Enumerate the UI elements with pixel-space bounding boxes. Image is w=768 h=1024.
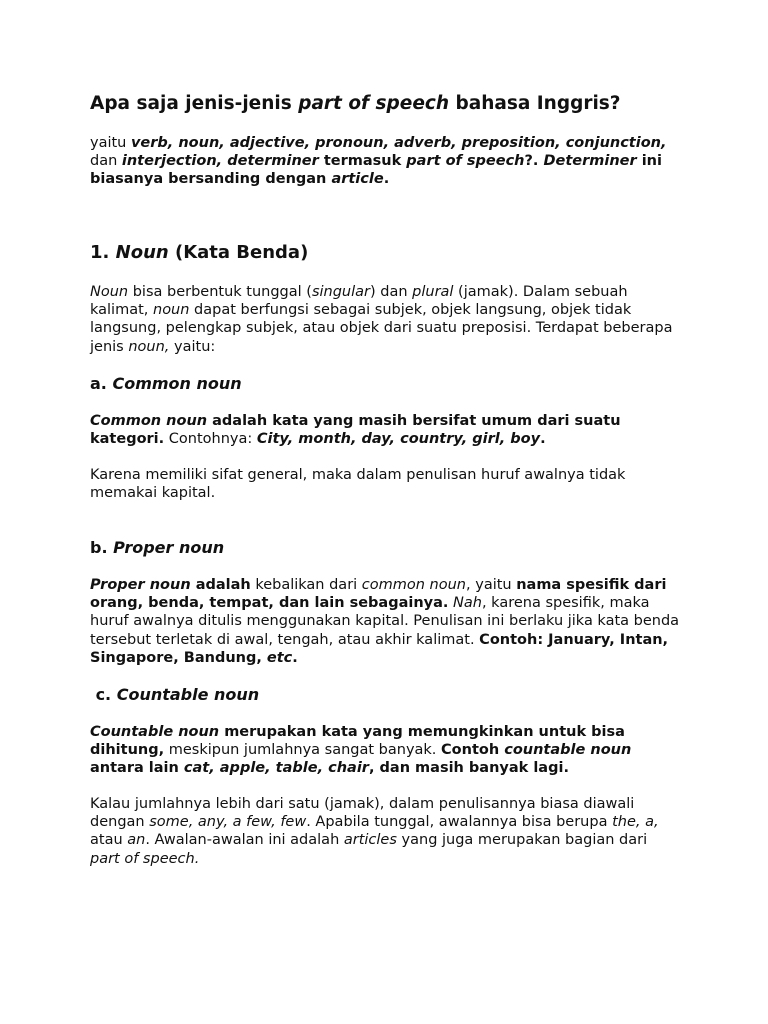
heading-number: 1. bbox=[90, 242, 116, 263]
noun-term: noun bbox=[153, 302, 190, 319]
intro-text: termasuk bbox=[318, 153, 407, 170]
definition-text: nama spesifik dari orang, benda, tempat, dan lain sebagainya. bbox=[90, 577, 667, 612]
noun-paragraph bbox=[90, 283, 680, 356]
noun-text: dapat berfungsi sebagai subjek, objek langsung, objek tidak langsung, pelengkap subjek, atau objek dari suatu preposisi. Terdapat beberapa jenis bbox=[90, 302, 673, 355]
note-text: atau bbox=[90, 832, 128, 849]
definition-term: countable noun bbox=[504, 742, 632, 759]
definition-text: . bbox=[292, 649, 298, 666]
subheading-proper-noun bbox=[90, 537, 680, 559]
note-text: . Apabila tunggal, awalannya bisa berupa bbox=[306, 814, 613, 831]
note-term: part of speech. bbox=[90, 850, 200, 867]
countable-noun-note bbox=[90, 795, 680, 868]
definition-text: , dan masih banyak lagi. bbox=[368, 760, 569, 777]
title-text: Apa saja jenis-jenis bbox=[90, 93, 299, 114]
note-term: an bbox=[127, 832, 146, 849]
definition-term: Proper noun bbox=[90, 577, 191, 593]
noun-term: Noun bbox=[90, 284, 129, 300]
section-heading-noun bbox=[90, 241, 680, 265]
definition-term: Common noun bbox=[90, 413, 208, 429]
noun-text: (jamak). Dalam sebuah kalimat, bbox=[90, 284, 628, 319]
subheading-prefix: c. bbox=[90, 685, 117, 704]
note-text: yang juga merupakan bagian dari bbox=[396, 832, 648, 849]
intro-term: article bbox=[331, 171, 384, 188]
definition-text: adalah kata yang masih bersifat umum dari suatu kategori. bbox=[90, 413, 621, 448]
noun-text: yaitu: bbox=[169, 338, 216, 355]
noun-term: singular bbox=[311, 284, 370, 300]
heading-text: (Kata Benda) bbox=[168, 242, 309, 263]
definition-text: kebalikan dari bbox=[250, 577, 362, 593]
intro-term: part of speech bbox=[406, 153, 525, 170]
subheading-common-noun bbox=[90, 373, 680, 395]
definition-text: Contohnya: bbox=[164, 431, 257, 448]
intro-paragraph bbox=[90, 134, 680, 189]
definition-text: meskipun jumlahnya sangat banyak. bbox=[164, 742, 442, 759]
definition-text: merupakan kata yang memungkinkan untuk bisa dihitung, bbox=[90, 724, 625, 759]
definition-term: Countable noun bbox=[90, 724, 220, 740]
note-term: some, any, a few, few bbox=[149, 814, 307, 831]
title-text-end: bahasa Inggris? bbox=[449, 93, 621, 114]
title-term: part of speech bbox=[298, 93, 450, 114]
subheading-term: Countable noun bbox=[116, 685, 260, 704]
subheading-prefix: b. bbox=[90, 538, 114, 557]
intro-text: ?. bbox=[524, 153, 544, 170]
countable-noun-definition bbox=[90, 723, 680, 778]
subheading-prefix: a. bbox=[90, 374, 113, 393]
noun-text: bisa berbentuk tunggal ( bbox=[128, 284, 312, 300]
intro-list: interjection, determiner bbox=[121, 153, 319, 170]
example-list: Contoh: January, Intan, Singapore, Bandung, bbox=[90, 631, 669, 666]
heading-term: Noun bbox=[115, 242, 169, 263]
definition-text: antara lain bbox=[90, 760, 184, 777]
intro-list: verb, noun, adjective, pronoun, adverb, preposition, conjunction, bbox=[130, 135, 667, 151]
example-list: City, month, day, country, girl, boy bbox=[256, 431, 541, 448]
intro-text: dan bbox=[90, 153, 122, 170]
definition-text: Contoh bbox=[441, 742, 505, 759]
note-term: the, a, bbox=[612, 814, 659, 831]
note-text: . Awalan-awalan ini adalah bbox=[145, 832, 344, 849]
note-term: articles bbox=[343, 832, 397, 849]
noun-term: plural bbox=[412, 284, 454, 300]
intro-text: yaitu bbox=[90, 135, 131, 151]
definition-text: , karena spesifik, maka huruf awalnya ditulis menggunakan kapital. Penulisan ini berlaku jika kata benda tersebut terletak di awal, tengah, atau akhir kalimat. bbox=[90, 595, 680, 648]
note-text: Karena memiliki sifat general, maka dalam penulisan huruf awalnya tidak memakai kapital. bbox=[90, 467, 626, 502]
definition-text: . bbox=[540, 431, 546, 448]
note-text: Kalau jumlahnya lebih dari satu (jamak), dalam penulisannya biasa diawali dengan bbox=[90, 796, 635, 831]
proper-noun-definition bbox=[90, 576, 680, 667]
common-noun-definition bbox=[90, 412, 680, 448]
definition-text: , yaitu bbox=[466, 577, 517, 593]
definition-text: adalah bbox=[190, 577, 251, 593]
noun-text: ) dan bbox=[369, 284, 413, 300]
intro-text: ini biasanya bersanding dengan bbox=[90, 153, 662, 188]
subheading-countable-noun bbox=[90, 684, 680, 706]
page-title bbox=[90, 92, 680, 116]
intro-text: . bbox=[383, 171, 390, 188]
noun-term: noun, bbox=[128, 338, 170, 355]
intro-term: Determiner bbox=[543, 153, 637, 170]
subheading-term: Common noun bbox=[112, 374, 242, 393]
example-list: etc bbox=[266, 649, 293, 666]
definition-term: Nah bbox=[453, 595, 482, 612]
common-noun-note bbox=[90, 466, 680, 502]
example-list: cat, apple, table, chair bbox=[183, 760, 369, 777]
subheading-term: Proper noun bbox=[113, 538, 225, 557]
definition-term: common noun bbox=[361, 577, 467, 593]
